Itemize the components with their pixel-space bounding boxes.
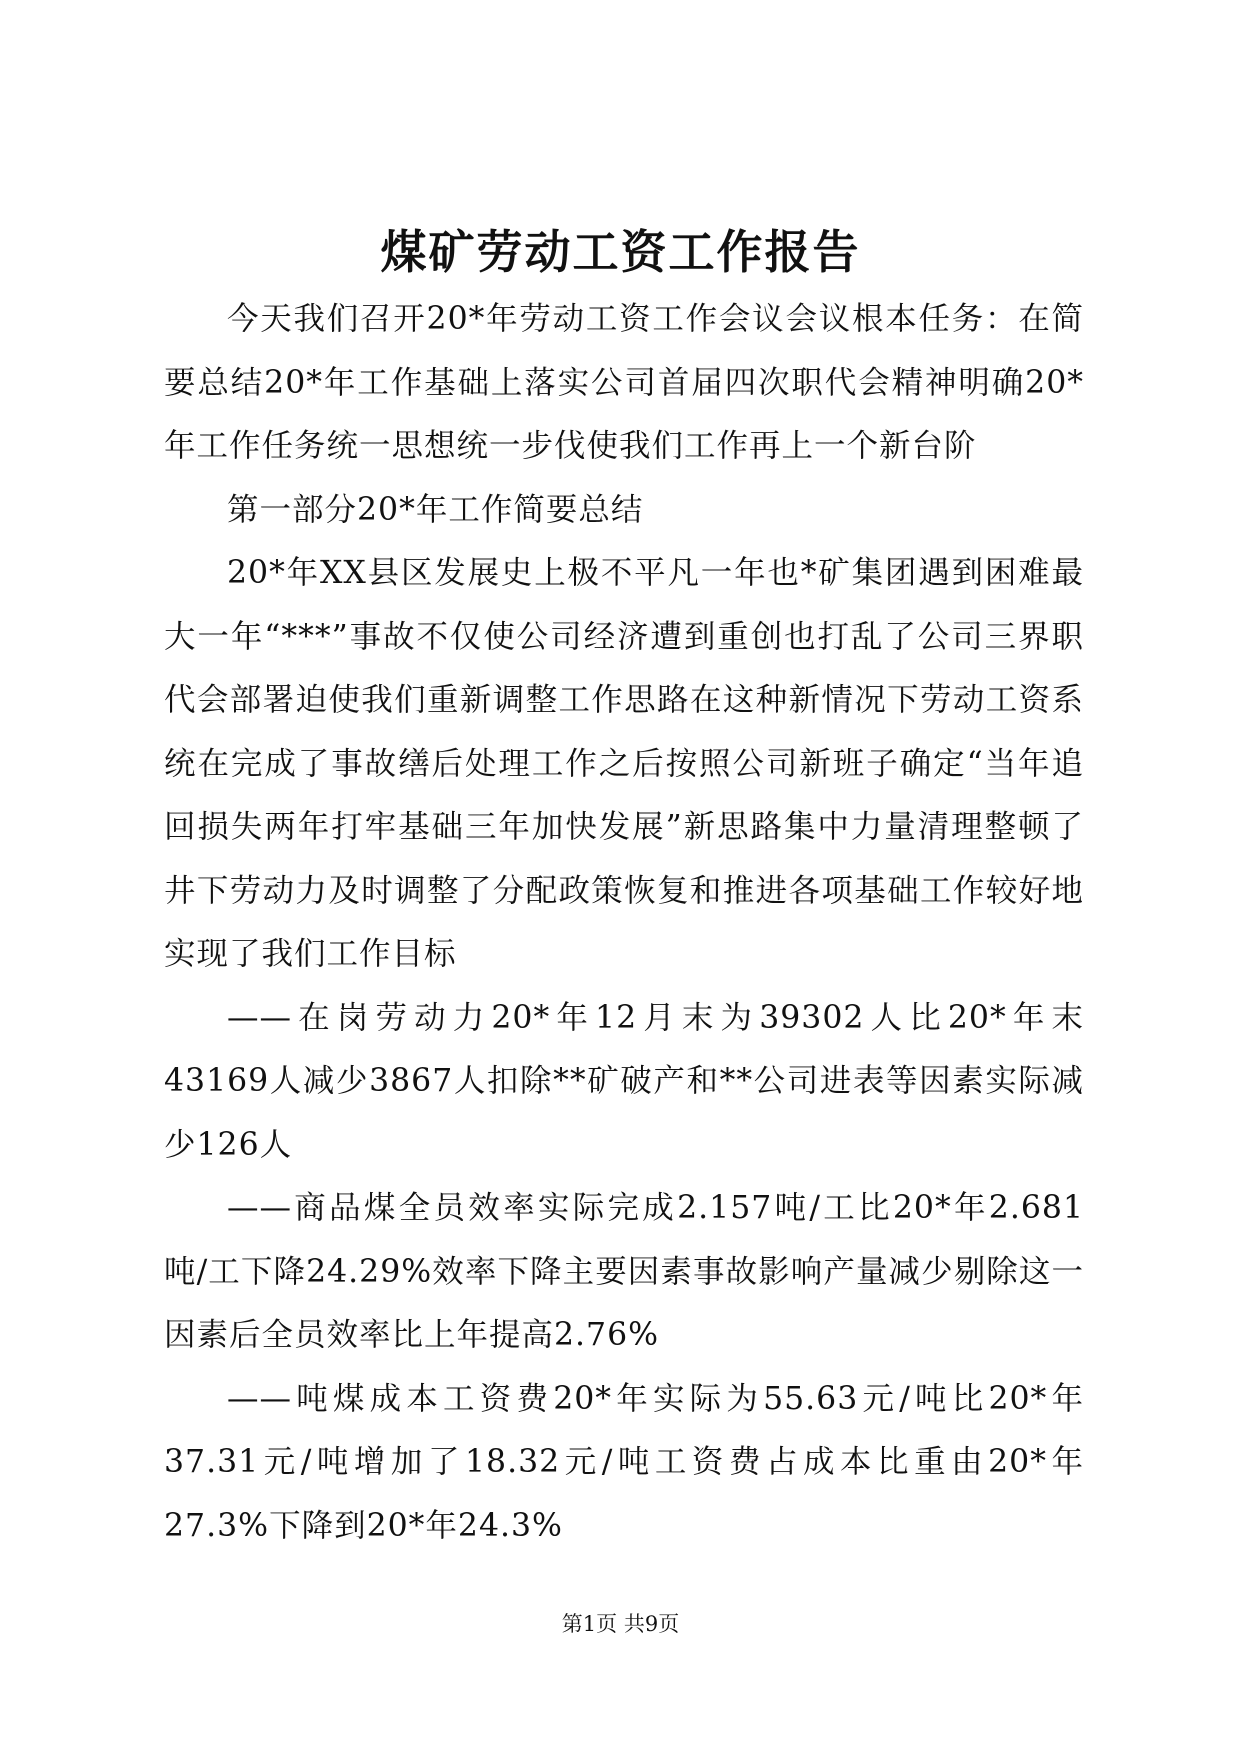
paragraph-wage-cost: ——吨煤成本工资费20*年实际为55.63元/吨比20*年37.31元/吨增加了18.32元/吨工资费占成本比重由20*年27.3%下降到20*年24.3% xyxy=(164,1380,1084,1544)
paragraph-efficiency: ——商品煤全员效率实际完成2.157吨/工比20*年2.681吨/工下降24.29%效率下降主要因素事故影响产量减少剔除这一因素后全员效率比上年提高2.76% xyxy=(164,1190,1084,1353)
paragraph-labor-force: ——在岗劳动力20*年12月末为39302人比20*年末43169人减少3867人扣除**矿破产和**公司进表等因素实际减少126人 xyxy=(164,999,1084,1163)
page-number-footer: 第1页 共9页 xyxy=(561,1612,680,1636)
document-title: 煤矿劳动工资工作报告 xyxy=(380,225,861,279)
document-body xyxy=(164,288,1084,1558)
paragraph-intro: 今天我们召开20*年劳动工资工作会议会议根本任务：在简要总结20*年工作基础上落实公司首届四次职代会精神明确20*年工作任务统一思想统一步伐使我们工作再上一个新台阶 xyxy=(164,301,1084,464)
paragraph-summary: 20*年XX县区发展史上极不平凡一年也*矿集团遇到困难最大一年“***”事故不仅使公司经济遭到重创也打乱了公司三界职代会部署迫使我们重新调整工作思路在这种新情况下劳动工资系统在完成了事故缮后处理工作之后按照公司新班子确定“当年追回损失两年打牢基础三年加快发展”新思路集中力量清理整顿了井下劳动力及时调整了分配政策恢复和推进各项基础工作较好地实现了我们工作目标 xyxy=(164,555,1084,972)
section-heading: 第一部分20*年工作简要总结 xyxy=(227,491,644,528)
